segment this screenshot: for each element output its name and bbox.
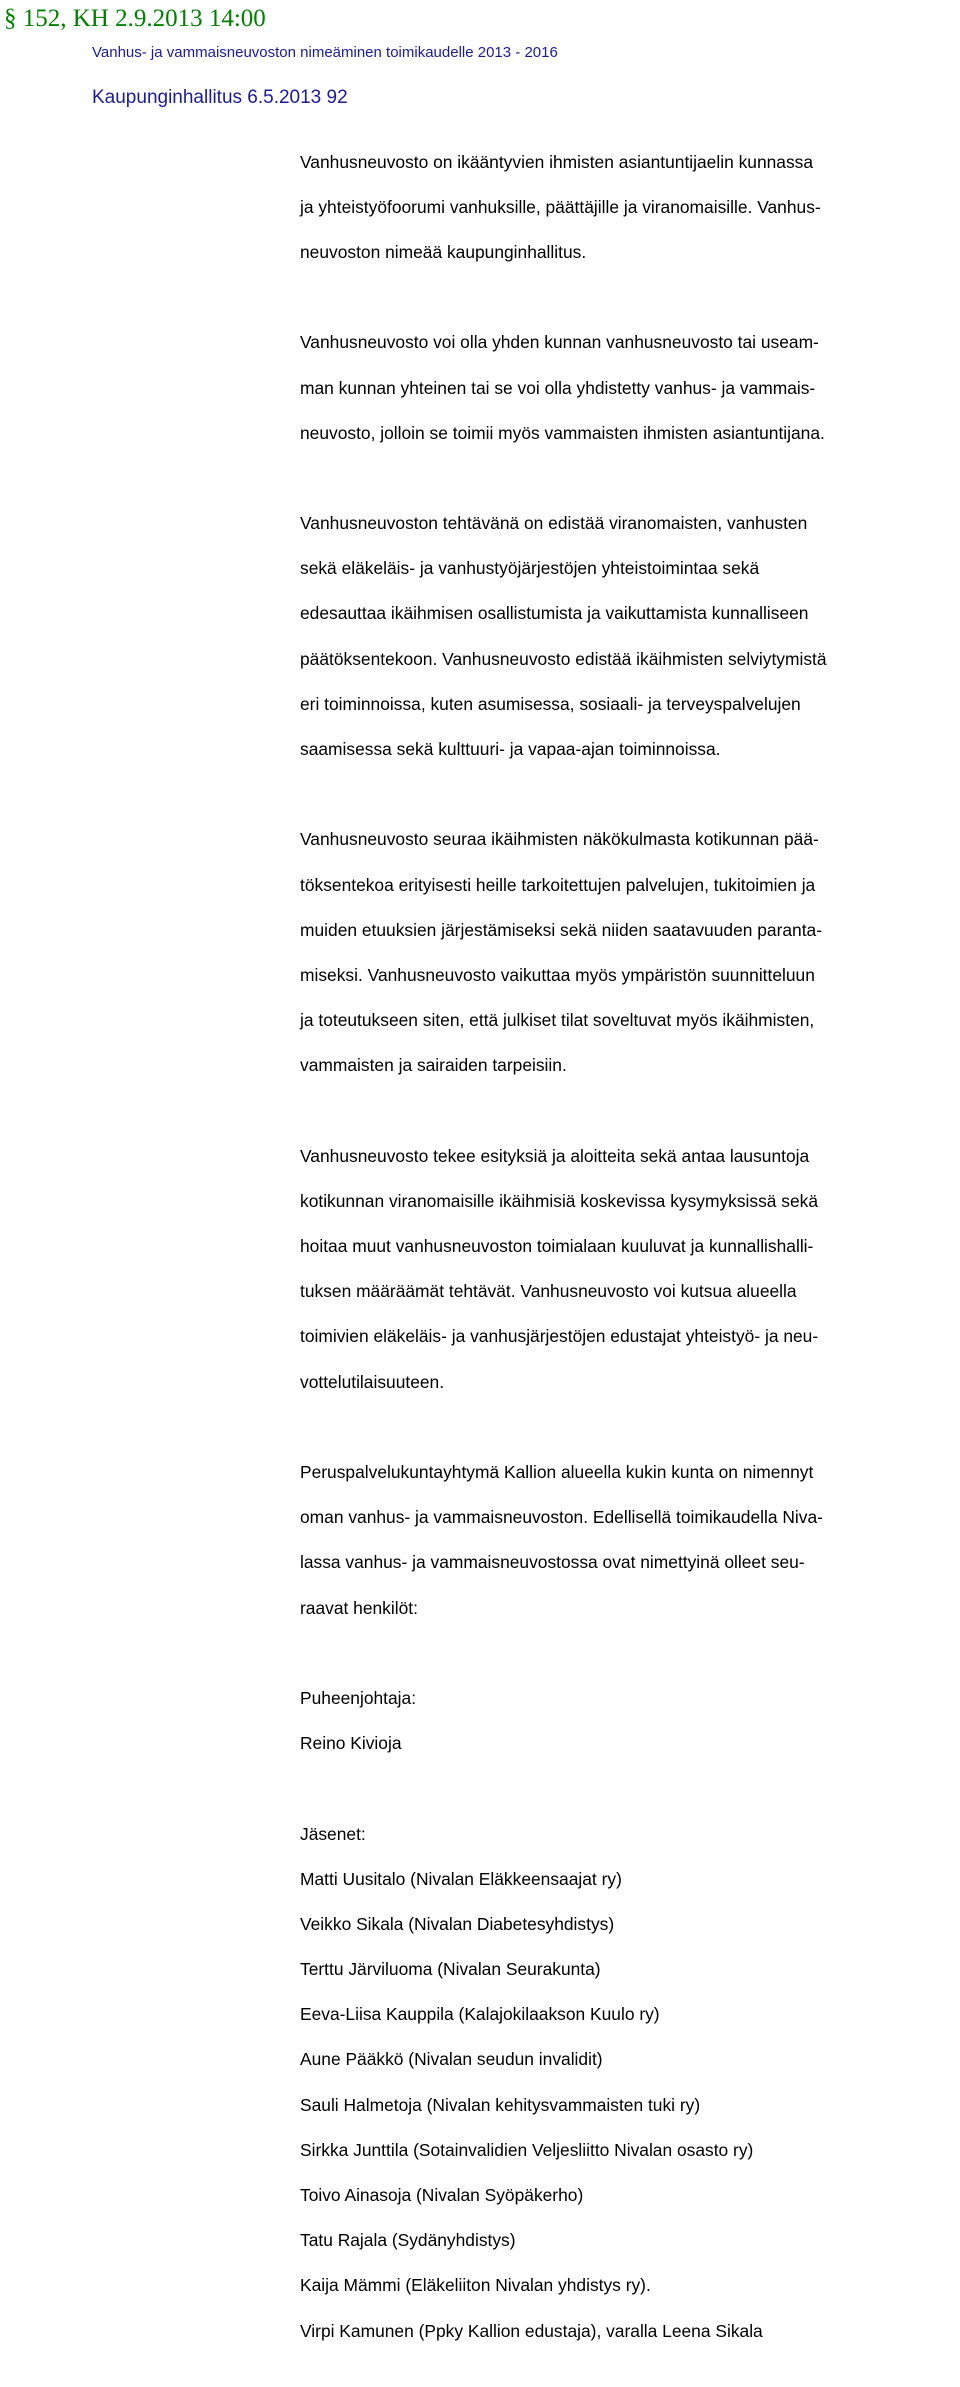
member-item: Aune Pääkkö (Nivalan seudun invalidit) bbox=[300, 2049, 603, 2070]
paragraph-line: tuksen määräämät tehtävät. Vanhusneuvosto voi kutsua alueella bbox=[300, 1281, 797, 1302]
paragraph-line: muiden etuuksien järjestämiseksi sekä niiden saatavuuden paranta- bbox=[300, 919, 823, 940]
chair-section bbox=[300, 1664, 900, 1777]
paragraph-line: eri toiminnoissa, kuten asumisessa, sosiaali- ja terveyspalvelujen bbox=[300, 693, 801, 714]
member-item: Veikko Sikala (Nivalan Diabetesyhdistys) bbox=[300, 1913, 615, 1934]
member-item: Kaija Mämmi (Eläkeliiton Nivalan yhdistys ry). bbox=[300, 2275, 651, 2296]
paragraph-line: oman vanhus- ja vammaisneuvoston. Edellisellä toimikaudella Niva- bbox=[300, 1507, 823, 1528]
members-section bbox=[300, 1800, 900, 2365]
paragraph-line: ja toteutukseen siten, että julkiset tilat soveltuvat myös ikäihmisten, bbox=[300, 1010, 815, 1031]
paragraph-line: raavat henkilöt: bbox=[300, 1597, 418, 1618]
paragraph-line: saamisessa sekä kulttuuri- ja vapaa-ajan toiminnoissa. bbox=[300, 739, 721, 760]
paragraph-line: neuvoston nimeää kaupunginhallitus. bbox=[300, 241, 587, 262]
paragraph-line: Vanhusneuvosto seuraa ikäihmisten näkökulmasta kotikunnan pää- bbox=[300, 829, 819, 850]
paragraph-line: sekä eläkeläis- ja vanhustyöjärjestöjen yhteistoimintaa sekä bbox=[300, 558, 760, 579]
member-item: Sauli Halmetoja (Nivalan kehitysvammaisten tuki ry) bbox=[300, 2094, 701, 2115]
section-title: 152, KH 2.9.2013 14:00 bbox=[22, 5, 266, 32]
member-item: Virpi Kamunen (Ppky Kallion edustaja), varalla Leena Sikala bbox=[300, 2320, 763, 2341]
paragraph-line: Vanhusneuvoston tehtävänä on edistää viranomaisten, vanhusten bbox=[300, 513, 808, 534]
paragraph-4 bbox=[300, 806, 900, 1100]
paragraph-line: man kunnan yhteinen tai se voi olla yhdistetty vanhus- ja vammais- bbox=[300, 377, 816, 398]
paragraph-line: vottelutilaisuuteen. bbox=[300, 1371, 445, 1392]
paragraph-3 bbox=[300, 490, 900, 784]
section-mark: § bbox=[4, 5, 17, 32]
document-body bbox=[300, 128, 900, 2387]
paragraph-line: ja yhteistyöfoorumi vanhuksille, päättäjille ja viranomaisille. Vanhus- bbox=[300, 196, 821, 217]
paragraph-line: kotikunnan viranomaisille ikäihmisiä koskevissa kysymyksissä sekä bbox=[300, 1190, 819, 1211]
paragraph-line: toimivien eläkeläis- ja vanhusjärjestöjen edustajat yhteistyö- ja neu- bbox=[300, 1326, 819, 1347]
paragraph-line: Vanhusneuvosto on ikääntyvien ihmisten asiantuntijaelin kunnassa bbox=[300, 151, 814, 172]
paragraph-line: vammaisten ja sairaiden tarpeisiin. bbox=[300, 1055, 567, 1076]
paragraph-line: Vanhusneuvosto voi olla yhden kunnan vanhusneuvosto tai useam- bbox=[300, 332, 819, 353]
member-item: Toivo Ainasoja (Nivalan Syöpäkerho) bbox=[300, 2185, 584, 2206]
meeting-reference: Kaupunginhallitus 6.5.2013 92 bbox=[92, 87, 348, 108]
paragraph-6 bbox=[300, 1438, 900, 1641]
paragraph-line: Vanhusneuvosto tekee esityksiä ja aloitteita sekä antaa lausuntoja bbox=[300, 1145, 810, 1166]
agenda-item-title: Vanhus- ja vammaisneuvoston nimeäminen toimikaudelle 2013 - 2016 bbox=[92, 44, 558, 61]
member-item: Matti Uusitalo (Nivalan Eläkkeensaajat ry) bbox=[300, 1868, 622, 1889]
paragraph-1 bbox=[300, 128, 900, 286]
paragraph-line: päätöksentekoon. Vanhusneuvosto edistää ikäihmisten selviytymistä bbox=[300, 648, 827, 669]
section-header bbox=[4, 2, 266, 36]
paragraph-5 bbox=[300, 1122, 900, 1416]
members-label: Jäsenet: bbox=[300, 1823, 366, 1844]
paragraph-line: lassa vanhus- ja vammaisneuvostossa ovat nimettyinä olleet seu- bbox=[300, 1552, 805, 1573]
member-item: Eeva-Liisa Kauppila (Kalajokilaakson Kuulo ry) bbox=[300, 2004, 660, 2025]
paragraph-line: töksentekoa erityisesti heille tarkoitettujen palvelujen, tukitoimien ja bbox=[300, 874, 816, 895]
paragraph-2 bbox=[300, 309, 900, 467]
member-item: Terttu Järviluoma (Nivalan Seurakunta) bbox=[300, 1959, 601, 1980]
paragraph-line: edesauttaa ikäihmisen osallistumista ja vaikuttamista kunnalliseen bbox=[300, 603, 809, 624]
member-item: Sirkka Junttila (Sotainvalidien Veljesliitto Nivalan osasto ry) bbox=[300, 2139, 754, 2160]
paragraph-line: Peruspalvelukuntayhtymä Kallion alueella kukin kunta on nimennyt bbox=[300, 1462, 814, 1483]
paragraph-line: hoitaa muut vanhusneuvoston toimialaan kuuluvat ja kunnallishalli- bbox=[300, 1236, 814, 1257]
paragraph-line: miseksi. Vanhusneuvosto vaikuttaa myös ympäristön suunnitteluun bbox=[300, 964, 815, 985]
chair-name: Reino Kivioja bbox=[300, 1733, 402, 1754]
member-item: Tatu Rajala (Sydänyhdistys) bbox=[300, 2230, 516, 2251]
paragraph-line: neuvosto, jolloin se toimii myös vammaisten ihmisten asiantuntijana. bbox=[300, 422, 825, 443]
chair-label: Puheenjohtaja: bbox=[300, 1687, 417, 1708]
